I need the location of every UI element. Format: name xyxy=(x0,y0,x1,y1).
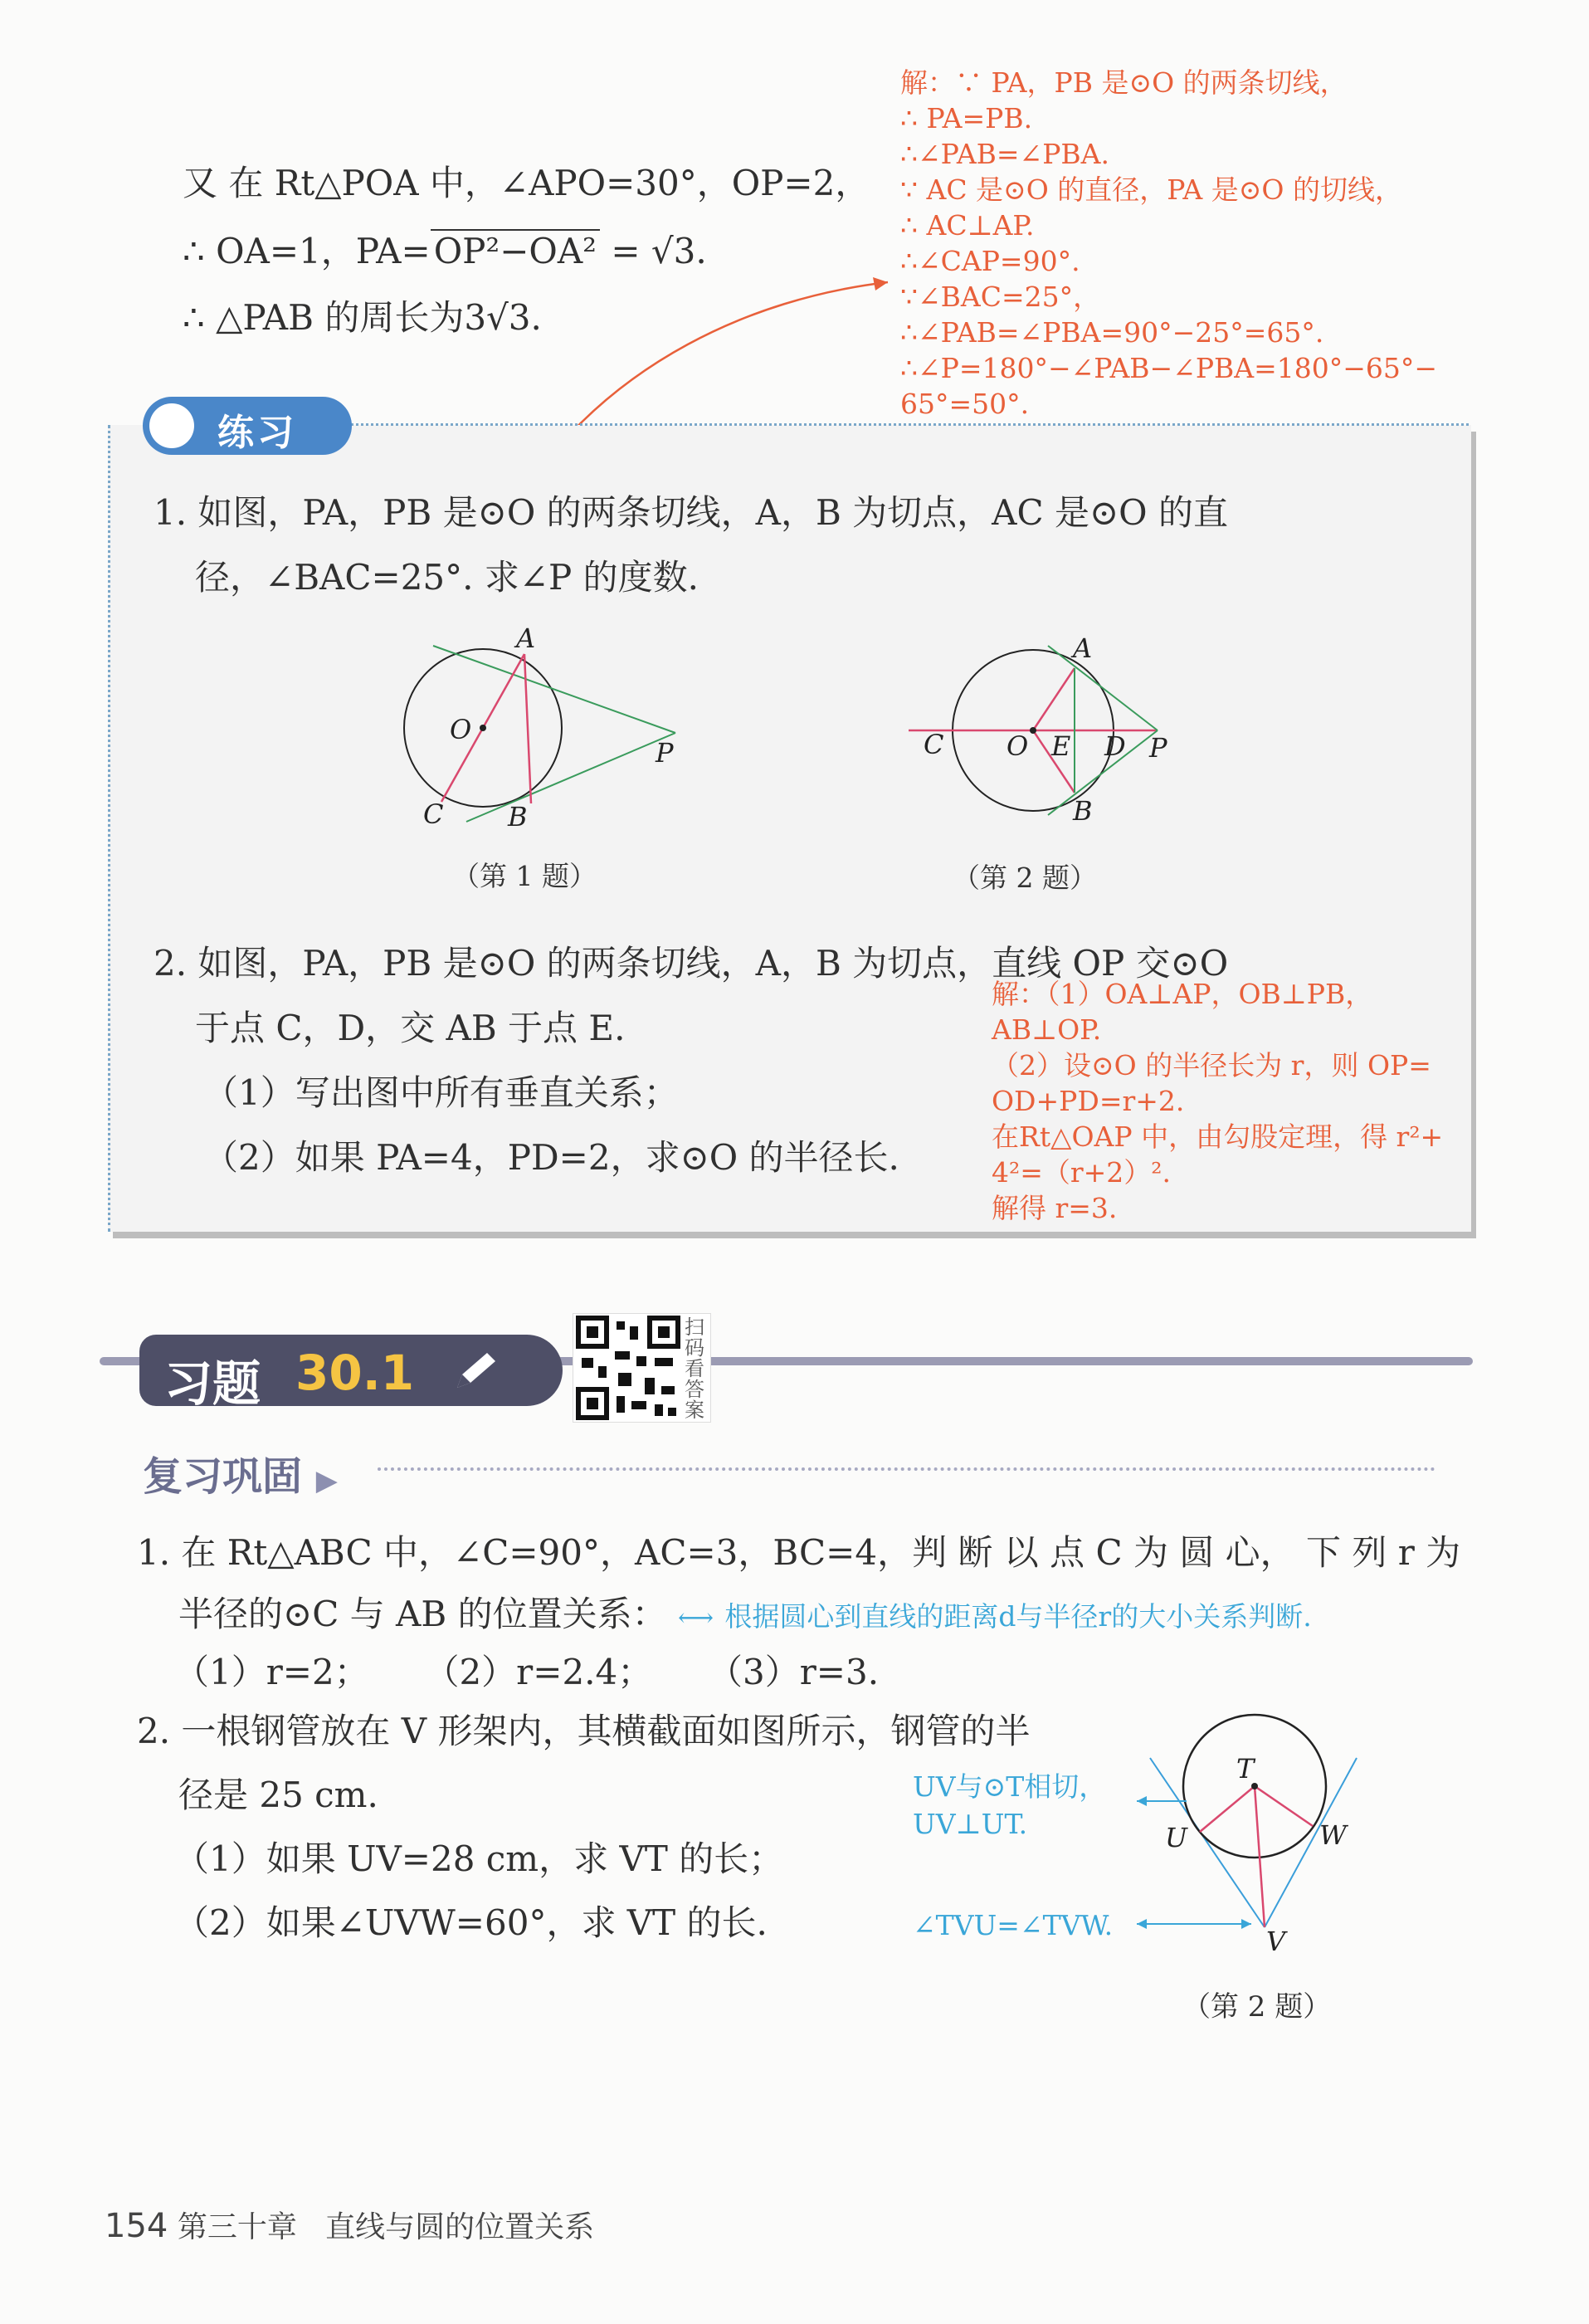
annotation-solution-1 xyxy=(900,65,1437,422)
fig1-label-O: O xyxy=(450,714,472,745)
exercise-q1-options: （1）r=2； （2）r=2.4； （3）r=3. xyxy=(174,1652,880,1692)
fig1-label-C: C xyxy=(423,798,444,830)
annotation-2-line: 4²=（r+2）². xyxy=(992,1156,1172,1189)
annotation-1-line: 65°=50°. xyxy=(900,388,1030,420)
page-number: 154 xyxy=(105,2207,168,2245)
figure-1 xyxy=(390,622,705,838)
annotation-1-line: ∴∠CAP=90°. xyxy=(900,245,1080,277)
figure-1-caption: （第 1 题） xyxy=(452,860,597,892)
exercise-q1-note: 根据圆心到直线的距离d与半径r的大小关系判断. xyxy=(724,1600,1312,1633)
annotation-1-line: 解：∵ PA，PB 是⊙O 的两条切线， xyxy=(900,66,1348,99)
exercise-q2-line1: 2. 一根钢管放在 V 形架内，其横截面如图所示，钢管的半 xyxy=(137,1711,1031,1751)
review-divider xyxy=(378,1467,1435,1471)
arrow-icon: ⟷ xyxy=(677,1604,714,1633)
review-title: 复习巩固 xyxy=(143,1453,303,1500)
note-arrows xyxy=(1128,1784,1294,1950)
solution-line-2-start: ∴ OA=1，PA= xyxy=(183,231,431,271)
review-heading xyxy=(143,1444,338,1501)
fig2-label-A: A xyxy=(1073,632,1093,664)
fig2-label-P: P xyxy=(1149,732,1167,764)
annotation-2-line: 解得 r=3. xyxy=(992,1192,1118,1224)
chapter-label: 第三十章 xyxy=(177,2210,297,2244)
exercise-q2-sub1: （1）如果 UV=28 cm，求 VT 的长； xyxy=(174,1838,784,1879)
annotation-1-line: ∴∠P=180°−∠PAB−∠PBA=180°−65°− xyxy=(900,352,1438,384)
sqrt-expression: OP²−OA² xyxy=(431,229,600,271)
annotation-2-line: 在Rt△OAP 中，由勾股定理，得 r²+ xyxy=(992,1120,1444,1153)
fig1-label-P: P xyxy=(656,737,674,769)
solution-line-2-end: = √3. xyxy=(600,231,707,271)
exercise-q2-sub2: （2）如果∠UVW=60°，求 VT 的长. xyxy=(174,1902,768,1943)
practice-q2-line1: 2. 如图，PA，PB 是⊙O 的两条切线，A，B 为切点，直线 OP 交⊙O xyxy=(154,943,1229,984)
fig2-label-O: O xyxy=(1007,730,1029,762)
play-icon: ▶ xyxy=(315,1464,338,1497)
qr-code-icon xyxy=(575,1315,681,1421)
fig2-label-B: B xyxy=(1073,795,1093,827)
qr-code[interactable] xyxy=(573,1313,711,1423)
figure-2-caption: （第 2 题） xyxy=(953,862,1097,894)
exercise-number: 30.1 xyxy=(295,1345,415,1401)
exercise-q2-line2: 径是 25 cm. xyxy=(178,1775,378,1815)
annotation-2-line: 解：（1）OA⊥AP，OB⊥PB， xyxy=(992,978,1373,1010)
exercise-q1-line1: 1. 在 Rt△ABC 中，∠C=90°，AC=3，BC=4，判 断 以 点 C 为 圆 心， 下 列 r 为 xyxy=(137,1532,1461,1573)
exercise-note-tangent-line: UV与⊙T相切， xyxy=(913,1770,1107,1803)
page-footer xyxy=(105,2204,594,2246)
practice-title: 练习 xyxy=(217,412,297,454)
annotation-1-line: ∵∠BAC=25°， xyxy=(900,281,1101,313)
annotation-1-line: ∴ PA=PB. xyxy=(900,102,1033,134)
qr-caption: 扫码看答案 xyxy=(685,1316,704,1422)
practice-q2-line2: 于点 C，D，交 AB 于点 E. xyxy=(195,1008,626,1048)
figure-v-caption: （第 2 题） xyxy=(1182,1990,1332,2024)
practice-divider xyxy=(332,423,1469,426)
exercise-note-tangent-line: UV⊥UT. xyxy=(913,1808,1028,1840)
practice-q2-sub1: （1）写出图中所有垂直关系； xyxy=(203,1072,679,1113)
fig1-label-A: A xyxy=(516,622,536,654)
annotation-1-line: ∵ AC 是⊙O 的直径，PA 是⊙O 的切线， xyxy=(900,173,1402,206)
annotation-1-line: ∴∠PAB=∠PBA. xyxy=(900,138,1109,170)
exercise-q1-line2 xyxy=(178,1587,1312,1637)
fig2-label-D: D xyxy=(1104,730,1126,762)
figure-2 xyxy=(909,631,1191,830)
annotation-2-line: OD+PD=r+2. xyxy=(992,1085,1185,1117)
figv-label-T: T xyxy=(1236,1753,1255,1784)
fig2-label-E: E xyxy=(1051,730,1071,762)
practice-q1-line2: 径，∠BAC=25°. 求∠P 的度数. xyxy=(195,557,699,598)
exercise-tag xyxy=(139,1335,563,1412)
practice-q1-line1: 1. 如图，PA，PB 是⊙O 的两条切线，A，B 为切点，AC 是⊙O 的直 xyxy=(154,492,1228,533)
pencil-icon xyxy=(451,1350,500,1393)
practice-tag xyxy=(143,397,352,455)
exercise-note-tangent xyxy=(913,1768,1106,1843)
fig1-label-B: B xyxy=(508,801,528,832)
chapter-title: 直线与圆的位置关系 xyxy=(325,2210,595,2244)
exercise-q1-line2-text: 半径的⊙C 与 AB 的位置关系： xyxy=(178,1594,667,1634)
figv-label-V: V xyxy=(1266,1926,1286,1957)
annotation-solution-2 xyxy=(992,976,1443,1226)
exercise-note-angle: ∠TVU=∠TVW. xyxy=(913,1909,1114,1941)
fig2-label-C: C xyxy=(924,729,944,760)
solution-line-1: 又 在 Rt△POA 中，∠APO=30°，OP=2， xyxy=(183,163,870,203)
figv-label-U: U xyxy=(1165,1822,1187,1853)
figv-label-W: W xyxy=(1319,1819,1347,1851)
annotation-2-line: AB⊥OP. xyxy=(992,1013,1102,1046)
practice-q2-sub2: （2）如果 PA=4，PD=2，求⊙O 的半径长. xyxy=(203,1137,899,1178)
solution-line-3: ∴ △PAB 的周长为3√3. xyxy=(183,297,542,338)
exercise-title: 习题 xyxy=(164,1355,261,1412)
annotation-1-line: ∴∠PAB=∠PBA=90°−25°=65°. xyxy=(900,316,1324,349)
annotation-1-line: ∴ AC⊥AP. xyxy=(900,209,1035,242)
practice-icon xyxy=(149,403,194,448)
annotation-2-line: （2）设⊙O 的半径长为 r，则 OP= xyxy=(992,1049,1431,1081)
